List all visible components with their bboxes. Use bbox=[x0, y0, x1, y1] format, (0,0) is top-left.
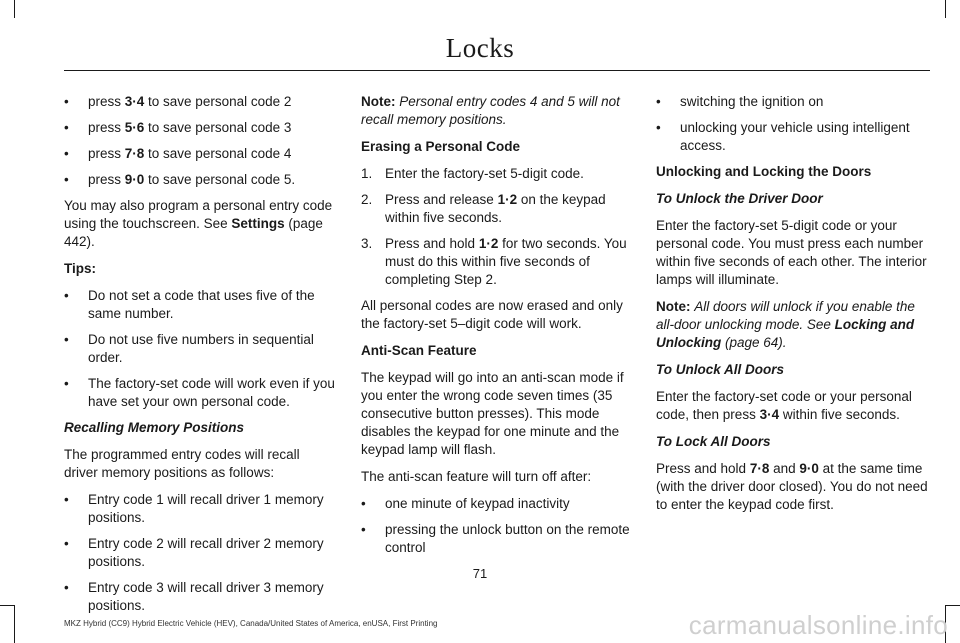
column-1 bbox=[64, 93, 336, 623]
list-item: • press 9·0 to save personal code 5. bbox=[64, 172, 296, 187]
key-label: 9·0 bbox=[124, 172, 145, 187]
antiscan-off-paragraph: The anti-scan feature will turn off after: bbox=[361, 469, 592, 484]
key-label: 5·6 bbox=[124, 120, 145, 135]
list-item: • press 5·6 to save personal code 3 bbox=[64, 120, 292, 135]
crop-mark-top-left bbox=[14, 0, 15, 18]
bullet-glyph: • bbox=[64, 172, 69, 187]
note-paragraph: Note: All doors will unlock if you enable the all-door unlocking mode. See Locking and Unlocking (page 64). bbox=[656, 299, 915, 350]
bullet-glyph: • bbox=[64, 146, 69, 161]
recall-heading: Recalling Memory Positions bbox=[64, 420, 245, 435]
antiscan-paragraph: The keypad will go into an anti-scan mode if you enter the wrong code seven times (35 consecutive button presses). This mode disables the keypad for one minute and the keypad lamp will flash. bbox=[361, 370, 624, 457]
bullet-glyph: • bbox=[656, 120, 661, 135]
bullet-glyph: • bbox=[64, 288, 69, 303]
bullet-glyph: • bbox=[64, 536, 69, 551]
watermark: carmanualsonline.info bbox=[688, 610, 948, 640]
page-number: 71 bbox=[472, 566, 488, 581]
key-label: 3·4 bbox=[124, 94, 145, 109]
list-item: • Entry code 1 will recall driver 1 memory positions. bbox=[64, 492, 324, 525]
list-item: • unlocking your vehicle using intelligent access. bbox=[656, 120, 910, 153]
list-item: • Entry code 3 will recall driver 3 memory positions. bbox=[64, 580, 324, 613]
recall-paragraph: The programmed entry codes will recall driver memory positions as follows: bbox=[64, 447, 300, 480]
key-label: 3·4 bbox=[759, 407, 780, 422]
key-label: 9·0 bbox=[799, 461, 819, 476]
bullet-glyph: • bbox=[361, 522, 366, 537]
list-item: • pressing the unlock button on the remote control bbox=[361, 522, 630, 555]
antiscan-off-list bbox=[361, 495, 633, 557]
key-label: 1·2 bbox=[497, 192, 518, 207]
bullet-glyph: • bbox=[361, 496, 366, 511]
step-item: 1. Enter the factory-set 5-digit code. bbox=[361, 166, 584, 181]
tips-heading: Tips: bbox=[64, 261, 97, 276]
list-item: • press 3·4 to save personal code 2 bbox=[64, 94, 292, 109]
bullet-glyph: • bbox=[64, 332, 69, 347]
step-item: 2. Press and release 1·2 on the keypad within five seconds. bbox=[361, 192, 606, 225]
crop-mark-bottom-left-h bbox=[0, 605, 15, 606]
step-number: 3. bbox=[361, 236, 373, 251]
list-item: • Do not set a code that uses five of the same number. bbox=[64, 288, 315, 321]
footer-text: MKZ Hybrid (CC9) Hybrid Electric Vehicle (HEV), Canada/United States of America, enUSA, First Printing bbox=[64, 619, 438, 628]
column-2 bbox=[361, 93, 633, 565]
tips-list bbox=[64, 287, 336, 411]
touchscreen-paragraph: You may also program a personal entry code using the touchscreen. See Settings (page 442). bbox=[64, 198, 333, 249]
antiscan-heading: Anti-Scan Feature bbox=[361, 343, 477, 358]
step-number: 2. bbox=[361, 192, 373, 207]
column-3 bbox=[656, 93, 928, 523]
lock-all-paragraph: Press and hold 7·8 and 9·0 at the same time (with the driver door closed). You do not need to enter the keypad code first. bbox=[656, 461, 928, 512]
bullet-glyph: • bbox=[64, 492, 69, 507]
list-item: • one minute of keypad inactivity bbox=[361, 496, 570, 511]
save-code-list bbox=[64, 93, 336, 189]
erase-result-paragraph: All personal codes are now erased and only the factory-set 5–digit code will work. bbox=[361, 298, 623, 331]
list-item: • The factory-set code will work even if you have set your own personal code. bbox=[64, 376, 335, 409]
unlock-lock-heading: Unlocking and Locking the Doors bbox=[656, 164, 872, 179]
list-item: • Do not use five numbers in sequential order. bbox=[64, 332, 314, 365]
step-number: 1. bbox=[361, 166, 373, 181]
bullet-glyph: • bbox=[656, 94, 661, 109]
list-item: • press 7·8 to save personal code 4 bbox=[64, 146, 292, 161]
crop-mark-top-right bbox=[945, 0, 946, 18]
crop-mark-bottom-left-v bbox=[14, 605, 15, 643]
unlock-all-heading: To Unlock All Doors bbox=[656, 362, 785, 377]
erase-heading: Erasing a Personal Code bbox=[361, 139, 521, 154]
key-label: 1·2 bbox=[478, 236, 499, 251]
locking-unlocking-link[interactable]: Locking and Unlocking bbox=[656, 317, 915, 350]
bullet-glyph: • bbox=[64, 580, 69, 595]
bullet-glyph: • bbox=[64, 94, 69, 109]
unlock-all-paragraph: Enter the factory-set code or your personal code, then press 3·4 within five seconds. bbox=[656, 389, 912, 422]
unlock-driver-heading: To Unlock the Driver Door bbox=[656, 191, 823, 206]
list-item: • switching the ignition on bbox=[656, 94, 824, 109]
lock-all-heading: To Lock All Doors bbox=[656, 434, 771, 449]
settings-link[interactable]: Settings bbox=[231, 216, 285, 231]
header-rule bbox=[64, 70, 930, 71]
list-item: • Entry code 2 will recall driver 2 memory positions. bbox=[64, 536, 324, 569]
page-title: Locks bbox=[445, 33, 515, 63]
erase-steps bbox=[361, 165, 633, 289]
key-label: 7·8 bbox=[749, 461, 770, 476]
key-label: 7·8 bbox=[124, 146, 145, 161]
step-item: 3. Press and hold 1·2 for two seconds. You must do this within five seconds of completing Step 2. bbox=[361, 236, 627, 287]
bullet-glyph: • bbox=[64, 120, 69, 135]
recall-list bbox=[64, 491, 336, 615]
note-label: Note: bbox=[361, 94, 396, 109]
crop-mark-bottom-right-h bbox=[945, 605, 960, 606]
note-paragraph: Note: Personal entry codes 4 and 5 will not recall memory positions. bbox=[361, 94, 620, 127]
bullet-glyph: • bbox=[64, 376, 69, 391]
antiscan-off-list-continued bbox=[656, 93, 928, 155]
note-label: Note: bbox=[656, 299, 691, 314]
unlock-driver-paragraph: Enter the factory-set 5-digit code or your personal code. You must press each number within five seconds of each other. The interior lamps will illuminate. bbox=[656, 218, 927, 287]
